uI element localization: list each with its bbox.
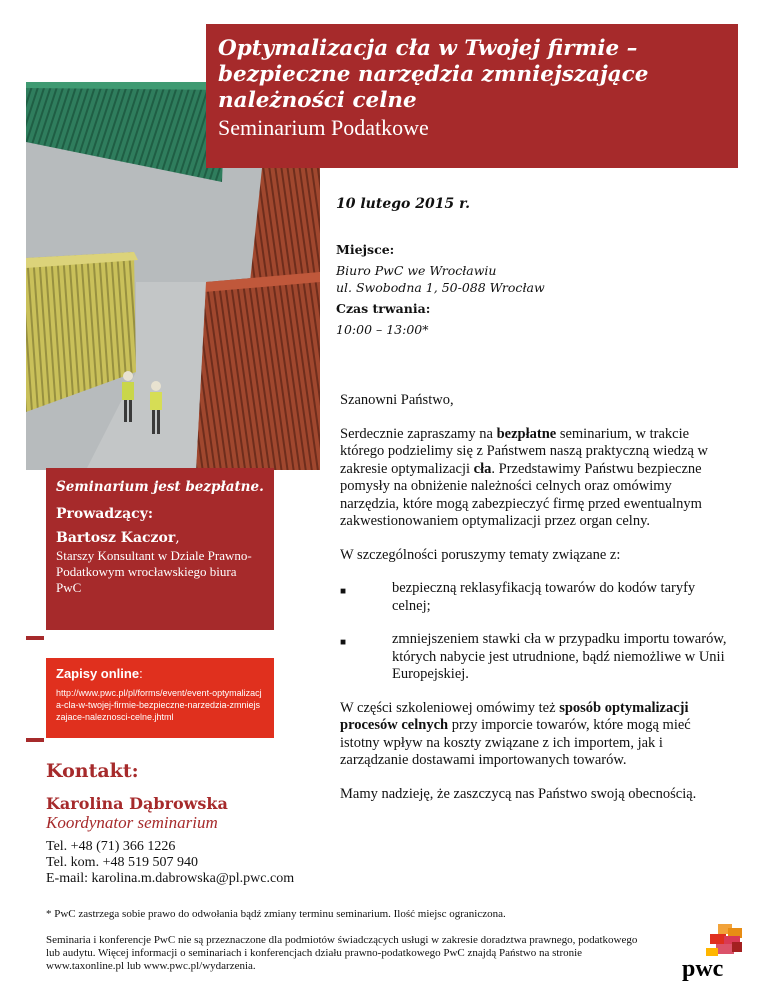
- topics-list: [340, 580, 732, 684]
- contact-section: [46, 760, 336, 887]
- title-subtitle: Seminarium Podatkowe: [218, 115, 429, 140]
- title-line-3: należności celne: [218, 88, 417, 113]
- paragraph-topics-intro: W szczególności poruszymy tematy związane z:: [340, 546, 621, 563]
- place-block: [336, 242, 545, 337]
- lead-label: Prowadzący:: [56, 506, 154, 522]
- list-item: ■ zmniejszeniem stawki cła w przypadku importu towarów, których nabycie jest utrudnione, bądź niemożliwe w Unii Europejskiej.: [340, 631, 727, 682]
- seminar-info-box: [46, 468, 274, 630]
- bullet-icon: ■: [340, 586, 347, 597]
- seminar-free-note: Seminarium jest bezpłatne.: [56, 479, 264, 495]
- pwc-logo-mark: [676, 924, 746, 984]
- paragraph-invitation: Serdecznie zapraszamy na bezpłatne seminarium, w trakcie którego podzielimy się z Państwem naszą praktyczną wiedzą w zakresie optymalizacji cła. Przedstawimy Państwu bezpieczne pomysły na obniżenie należności celnych oraz omówimy narzędzia, które mogą zabezpieczyć firmę przed ewentualnym zakwestionowaniem optymalizacji przez organ celny.: [340, 425, 709, 529]
- letter-body: [340, 392, 732, 819]
- title-line-1: Optymalizacja cła w Twojej firmie –: [218, 36, 638, 61]
- lead-name: Bartosz Kaczor,: [56, 530, 180, 546]
- contact-title: Kontakt:: [46, 760, 139, 782]
- contact-email[interactable]: E-mail: karolina.m.dabrowska@pl.pwc.com: [46, 871, 295, 886]
- signup-link[interactable]: http://www.pwc.pl/pl/forms/event/event-optymalizacja-cla-w-twojej-firmie-bezpieczne-narzedzia-zmniejszajace-naleznosci-celne.jhtml: [56, 688, 262, 722]
- divider-tick: [26, 636, 44, 640]
- list-item: ■ bezpieczną reklasyfikacją towarów do kodów taryfy celnej;: [340, 580, 696, 614]
- pwc-logo: [676, 924, 746, 984]
- footer-note: * PwC zastrzega sobie prawo do odwołania bądź zmiany terminu seminarium. Ilość miejsc ograniczona.: [46, 908, 506, 920]
- place-line-2: ul. Swobodna 1, 50-088 Wrocław: [336, 280, 545, 295]
- contact-phone: Tel. +48 (71) 366 1226: [46, 839, 176, 854]
- signup-box: [46, 658, 274, 738]
- duration-label: Czas trwania:: [336, 301, 431, 316]
- contact-mobile: Tel. kom. +48 519 507 940: [46, 855, 198, 870]
- contact-role: Koordynator seminarium: [46, 813, 218, 832]
- paragraph-closing: Mamy nadzieję, że zaszczycą nas Państwo swoją obecnością.: [340, 785, 697, 802]
- bullet-icon: ■: [340, 637, 347, 648]
- place-line-1: Biuro PwC we Wrocławiu: [336, 263, 497, 278]
- title-banner: [206, 24, 738, 168]
- contact-name: Karolina Dąbrowska: [46, 794, 228, 813]
- title-line-2: bezpieczne narzędzia zmniejszające: [218, 62, 649, 87]
- place-label: Miejsce:: [336, 242, 395, 257]
- footer-disclaimer: Seminaria i konferencje PwC nie są przeznaczone dla podmiotów świadczących usługi w zakresie doradztwa prawnego, podatkowego lub audytu. Więcej informacji o seminariach i konferencjach działu prawno-podatkowego PwC znajdą Państwo na stronie www.taxonline.pl lub www.pwc.pl/wydarzenia.: [46, 934, 638, 972]
- event-date: 10 lutego 2015 r.: [336, 196, 471, 212]
- paragraph-training: W części szkoleniowej omówimy też sposób optymalizacji procesów celnych przy imporcie towarów, które mogą mieć istotny wpływ na koszty związane z ich importem, jak i zarządzanie dostawami importowanych towarów.: [340, 699, 691, 768]
- duration-value: 10:00 – 13:00*: [336, 322, 429, 337]
- signup-label: Zapisy online:: [56, 666, 143, 681]
- divider-tick: [26, 738, 44, 742]
- pwc-logo-text: pwc: [682, 956, 724, 982]
- lead-role: Starszy Konsultant w Dziale Prawno-Podatkowym wrocławskiego biura PwC: [56, 548, 252, 595]
- greeting: Szanowni Państwo,: [340, 392, 454, 408]
